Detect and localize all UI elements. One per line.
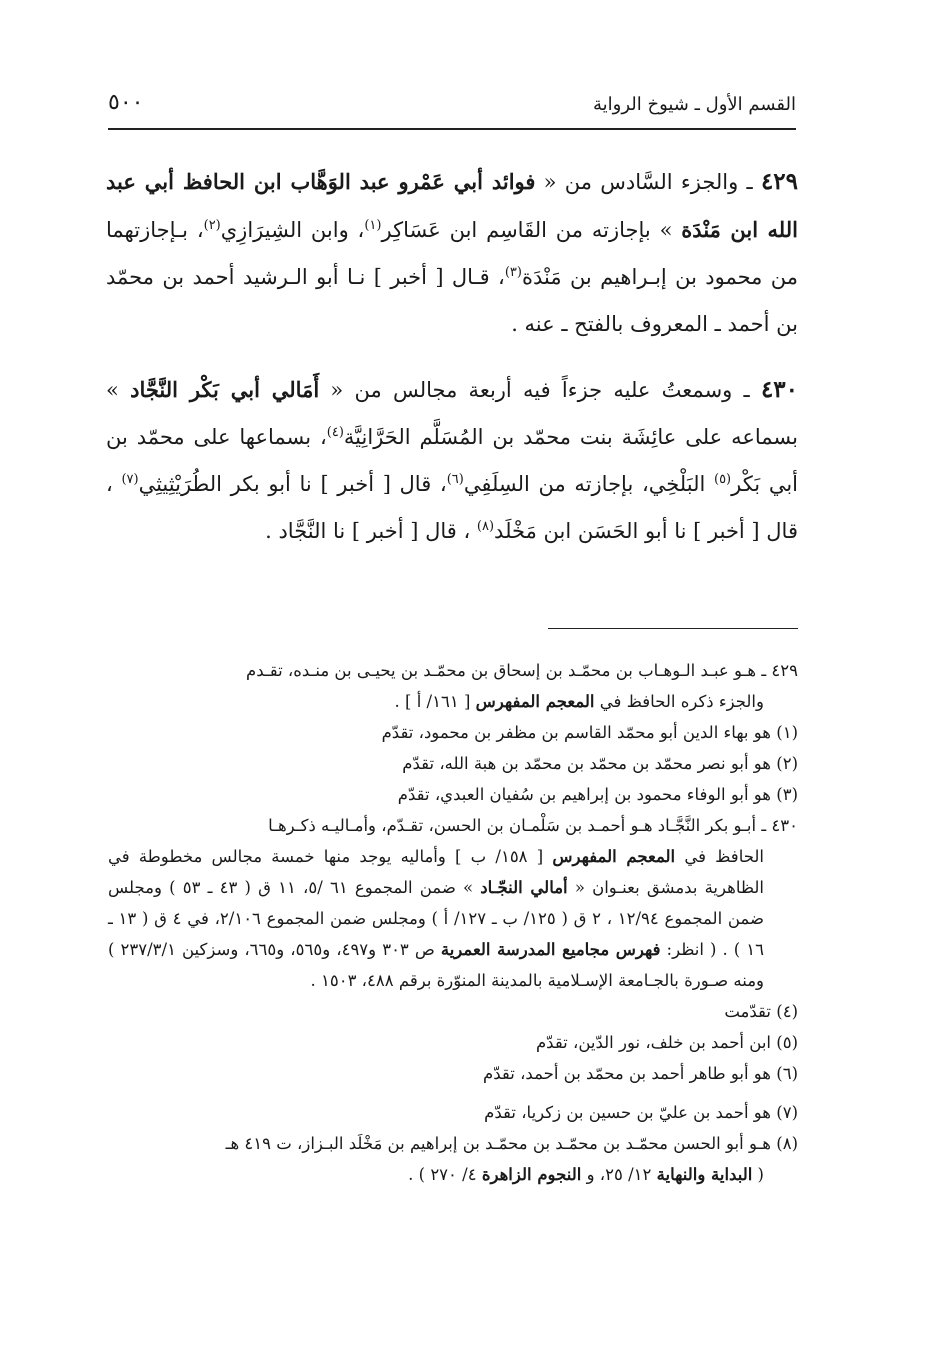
entry-430 <box>106 366 798 555</box>
book-title: فهرس مجاميع المدرسة العمرية <box>440 940 661 959</box>
book-title: النجوم الزاهرة <box>481 1165 582 1184</box>
footnote-ref: (١) <box>364 218 382 233</box>
footnote-text: ٤٣٠ ـ أبـو بكر النَّجَّـاد هـو أحمـد بن سَلْمـان بن الحسن، تقـدّم، وأمـاليـه ذكـرهـا <box>268 816 798 835</box>
footnote-1: (١) هو بهاء الدين أبو محمّد القاسم بن مظفر بن محمود، تقدّم <box>381 723 798 742</box>
book-title: فوائد أبي عَمْرو عبد الوَهَّاب ابن الحافظ أبي عبد الله ابن مَنْدَة <box>106 169 798 242</box>
footnote-continuation <box>108 841 798 996</box>
footnote-ref: (٨) <box>476 519 495 534</box>
footnote-ref: (٧) <box>121 472 139 487</box>
entry-429 <box>106 158 798 348</box>
footnote-5: (٥) ابن أحمد بن خلف، نور الدّين، تقدّم <box>535 1033 798 1052</box>
footnote-text: ص ٣٠٣ و٤٩٧، و٥٦٥، و٦٦٥، وسزكين ٢٣٧/٣/١ ) ومنه صـورة بالجـامعة الإسـلامية بالمدينة المنوّرة برقم ٤٨٨، ١٥٠٣ . <box>108 940 764 990</box>
footnote-text: [ ١٦١/ أ ] . <box>394 692 476 711</box>
footnote-2: (٢) هو أبو نصر محمّد بن محمّد بن محمّد بن هبة الله، تقدّم <box>402 754 798 773</box>
entry-text: ، قـال [ أخبر ] نـا أبو الـرشيد أحمد بن محمّد بن أحمد ـ المعروف بالفتح ـ عنه . <box>106 265 798 336</box>
footnote-text: والجزء ذكره الحافظ في <box>594 692 764 711</box>
footnote-8 <box>108 1128 798 1190</box>
footnote-separator <box>548 628 798 629</box>
section-title: القسم الأول ـ شيوخ الرواية <box>592 94 796 115</box>
page-number: ٥٠٠ <box>108 90 144 115</box>
entry-text: ، بـإجازتهما من محمود بن إبـراهيم بن مَنْدَة <box>106 218 799 289</box>
footnote-text: (٨) هـو أبو الحسن محمّـد بن محمّـد بن محمّـد بن إبراهيم بن مَخْلَد البـزاز، ت ٤١٩ هـ <box>225 1134 798 1153</box>
entry-text: ، قال [ أخبر ] نا أبو الحَسَن ابن مَخْلَد <box>106 472 798 543</box>
footnote-text: ( <box>752 1165 764 1184</box>
footnote-429 <box>108 655 798 717</box>
entry-text: ، قال [ أخبر ] نا أبو بكر الطُرَيْثِيثِي <box>138 472 447 496</box>
entry-text: ، وابن الشِيرَازِي <box>220 218 365 242</box>
footnote-text: الحافظ في <box>675 847 764 866</box>
entry-text: ، بسماعها على محمّد بن أبي بَكْر <box>106 425 798 496</box>
footnote-text: [ ١٥٨/ ب ] وأماليه يوجد منها خمسة مجالس مخطوطة في الظاهرية بدمشق بعنـوان « <box>108 847 764 897</box>
entry-text: » بإجازته من القَاسِم ابن عَسَاكِر <box>381 218 682 242</box>
book-title: أمالي النجّـاد <box>480 878 568 897</box>
footnote-ref: (٥) <box>713 472 732 487</box>
footnote-ref: (٣) <box>504 265 522 280</box>
footnote-continuation <box>108 686 798 717</box>
book-title: أَمَالي أبي بَكْر النَّجَّاد <box>130 377 320 402</box>
footnote-text: » ضمن المجموع ٦١ /٥، ١١ ق ( ٤٣ ـ ٥٣ ) ومجلس ضمن المجموع ١٢/٩٤ ، ٢ ق ( ١٢٥/ ب ـ ١٢٧/ أ ) ومجلس ضمن المجموع ٢/١٠٦، في ٤ ق ( ١٣ ـ ١٦ ) . ( انظر: <box>108 878 764 959</box>
entry-text: ـ والجزء السَّادس من « <box>535 170 761 194</box>
footnotes <box>108 655 798 1190</box>
entry-text: البَلْخِي، بإجازته من السِلَفِي <box>463 472 714 496</box>
footnote-3: (٣) هو أبو الوفاء محمود بن إبراهيم بن سُفيان العبدي، تقدّم <box>397 785 798 804</box>
footnote-text: ٤/ ٢٧٠ ) . <box>408 1165 482 1184</box>
entry-text: » بسماعه على عائِشَة بنت محمّد بن المُسَلَّم الحَرَّانِيَّة <box>106 378 798 449</box>
main-text <box>106 158 798 555</box>
book-title: المعجم المفهرس <box>552 847 676 866</box>
footnote-ref: (٦) <box>446 472 464 487</box>
footnote-ref: (٤) <box>326 425 344 440</box>
footnote-430 <box>108 810 798 996</box>
entry-text: ، قال [ أخبر ] نا النَّجَّاد . <box>265 519 477 543</box>
running-header <box>108 88 796 130</box>
footnote-text: ٤٢٩ ـ هـو عبـد الـوهـاب بن محمّـد بن إسحاق بن محمّـد بن يحيـى بن منـده، تقـدم <box>246 661 798 680</box>
footnote-text: ١٢/ ٢٥، و <box>581 1165 657 1184</box>
footnote-6: (٦) هو أبو طاهر أحمد بن محمّد بن أحمد، تقدّم <box>483 1064 798 1083</box>
footnote-7: (٧) هو أحمد بن عليّ بن حسين بن زكريا، تقدّم <box>484 1103 798 1122</box>
entry-text: ـ وسمعتُ عليه جزءاً فيه أربعة مجالس من « <box>319 378 761 402</box>
footnote-ref: (٢) <box>203 218 221 233</box>
entry-number: ٤٢٩ <box>760 168 798 195</box>
book-title: البداية والنهاية <box>656 1165 753 1184</box>
book-title: المعجم المفهرس <box>475 692 595 711</box>
entry-number: ٤٣٠ <box>760 376 798 403</box>
footnote-continuation <box>108 1159 798 1190</box>
footnote-4: (٤) تقدّمت <box>724 1002 798 1021</box>
